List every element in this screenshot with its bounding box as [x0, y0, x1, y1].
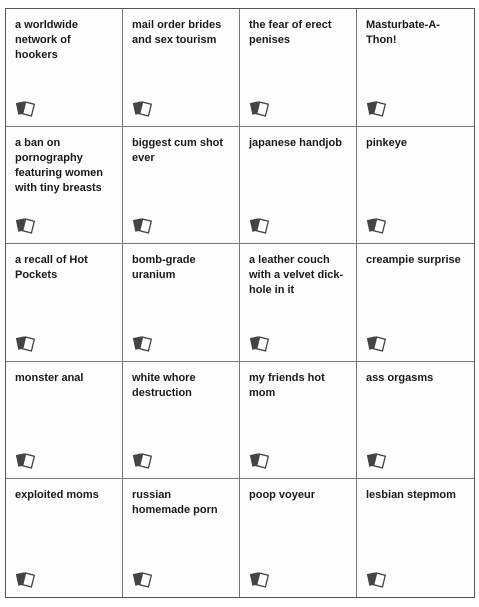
card-text: the fear of erect penises: [249, 19, 332, 46]
cards-stack-icon: [132, 336, 154, 352]
cards-stack-icon: [249, 572, 271, 588]
card: [240, 362, 357, 480]
card: [123, 127, 240, 245]
cards-stack-icon: [132, 218, 154, 234]
cards-stack-icon: [132, 453, 154, 469]
card: [240, 244, 357, 362]
card-text: a recall of Hot Pockets: [15, 254, 88, 282]
cards-stack-icon: [366, 453, 388, 469]
card-text: a worldwide network of hookers: [15, 19, 78, 61]
card: [357, 479, 474, 597]
card-text: white whore destruction: [132, 371, 196, 399]
cards-stack-icon: [249, 101, 271, 117]
card: [240, 9, 357, 127]
card: [240, 127, 357, 245]
card-text: ass orgasms: [366, 371, 434, 384]
cards-stack-icon: [132, 572, 154, 588]
cards-stack-icon: [15, 101, 37, 117]
card-text: mail order brides and sex tourism: [132, 19, 222, 46]
card-text: bomb-grade uranium: [132, 254, 196, 282]
card: [6, 244, 123, 362]
card-sheet: [5, 8, 475, 598]
card-text: biggest cum shot ever: [132, 136, 224, 164]
card: [357, 244, 474, 362]
card: [6, 479, 123, 597]
card-text: japanese handjob: [249, 136, 342, 149]
cards-stack-icon: [15, 572, 37, 588]
card-text: russian homemade porn: [132, 489, 218, 517]
cards-stack-icon: [366, 336, 388, 352]
cards-stack-icon: [15, 453, 37, 469]
cards-stack-icon: [366, 218, 388, 234]
card-text: a ban on pornography featuring women with tiny breasts: [15, 136, 104, 194]
card-text: creampie surprise: [366, 254, 461, 267]
cards-stack-icon: [132, 101, 154, 117]
card-text: Masturbate-A-Thon!: [366, 19, 440, 46]
cards-stack-icon: [15, 218, 37, 234]
card: [123, 479, 240, 597]
cards-stack-icon: [366, 101, 388, 117]
card: [6, 362, 123, 480]
card-text: exploited moms: [15, 489, 99, 502]
cards-stack-icon: [366, 572, 388, 588]
card: [6, 9, 123, 127]
cards-stack-icon: [249, 336, 271, 352]
card-text: pinkeye: [366, 136, 407, 149]
cards-stack-icon: [249, 218, 271, 234]
card: [357, 362, 474, 480]
card: [6, 127, 123, 245]
card: [240, 479, 357, 597]
card-text: a leather couch with a velvet dick-hole in it: [249, 254, 344, 297]
card: [357, 127, 474, 245]
cards-stack-icon: [249, 453, 271, 469]
card-text: poop voyeur: [249, 489, 316, 502]
card: [123, 9, 240, 127]
card-text: lesbian stepmom: [366, 489, 456, 502]
card-text: my friends hot mom: [249, 371, 325, 399]
card: [357, 9, 474, 127]
card: [123, 362, 240, 480]
cards-stack-icon: [15, 336, 37, 352]
card-text: monster anal: [15, 371, 84, 384]
card: [123, 244, 240, 362]
